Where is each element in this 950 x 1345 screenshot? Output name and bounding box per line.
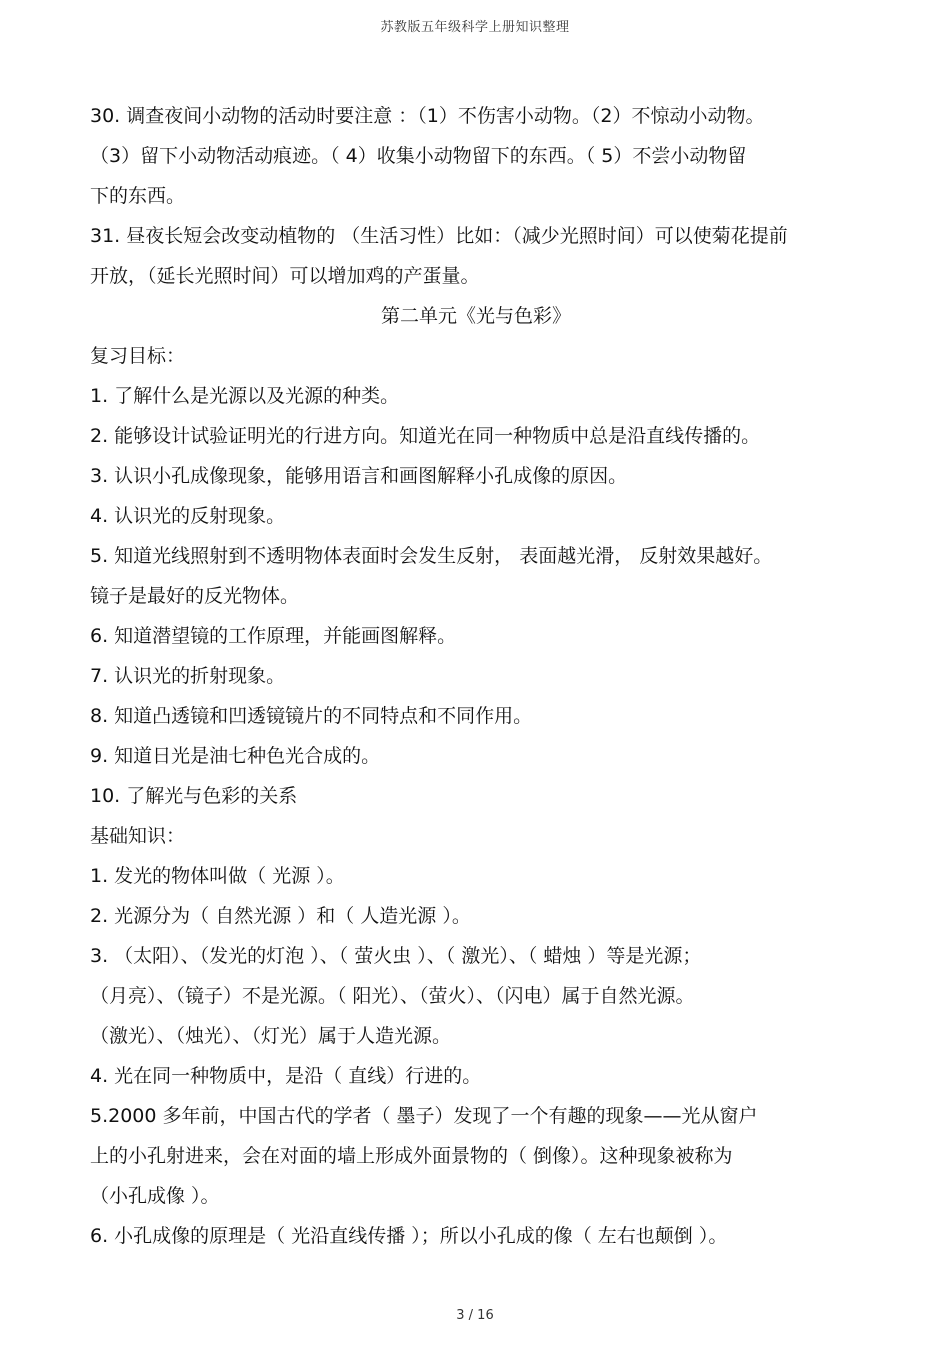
text-line: 4. 认识光的反射现象。 xyxy=(90,505,286,527)
text-line: 7. 认识光的折射现象。 xyxy=(90,665,286,687)
text-line: 4. 光在同一种物质中，是沿（ 直线）行进的。 xyxy=(90,1065,482,1087)
text-line: 3. 认识小孔成像现象，能够用语言和画图解释小孔成像的原因。 xyxy=(90,465,628,487)
subheading-review-goals: 复习目标： xyxy=(90,345,186,367)
text-line: 6. 小孔成像的原理是（ 光沿直线传播 ）；所以小孔成的像（ 左右也颠倒 ）。 xyxy=(90,1225,728,1247)
section-title: 第二单元《光与色彩》 xyxy=(380,305,571,327)
page-number: 3 / 16 xyxy=(456,1308,494,1323)
text-line: （3）留下小动物活动痕迹。（ 4）收集小动物留下的东西。（ 5）不尝小动物留 xyxy=(90,145,747,167)
text-line: （月亮）、（镜子）不是光源。（ 阳光）、（萤火）、（闪电）属于自然光源。 xyxy=(90,985,695,1007)
text-line: 31. 昼夜长短会改变动植物的 （生活习性）比如：（减少光照时间）可以使菊花提前 xyxy=(90,225,788,247)
page-header: 苏教版五年级科学上册知识整理 xyxy=(380,20,570,35)
text-line: 5.2000 多年前，中国古代的学者（ 墨子）发现了一个有趣的现象——光从窗户 xyxy=(90,1105,758,1127)
text-line: 1. 发光的物体叫做（ 光源 ）。 xyxy=(90,865,345,887)
text-line: （小孔成像 ）。 xyxy=(90,1185,220,1207)
text-line: 6. 知道潜望镜的工作原理，并能画图解释。 xyxy=(90,625,457,647)
subheading-basic-knowledge: 基础知识： xyxy=(90,825,186,847)
text-line: 10. 了解光与色彩的关系 xyxy=(90,785,298,807)
text-line: 上的小孔射进来，会在对面的墙上形成外面景物的（ 倒像）。这种现象被称为 xyxy=(90,1145,733,1167)
text-line: 下的东西。 xyxy=(90,185,186,207)
text-line: 30. 调查夜间小动物的活动时要注意 ：（1）不伤害小动物。（2）不惊动小动物。 xyxy=(90,105,765,127)
text-line: 2. 光源分为（ 自然光源 ）和（ 人造光源 ）。 xyxy=(90,905,471,927)
text-line: 2. 能够设计试验证明光的行进方向。知道光在同一种物质中总是沿直线传播的。 xyxy=(90,425,761,447)
text-line: 镜子是最好的反光物体。 xyxy=(90,585,300,607)
text-line: 9. 知道日光是油七种色光合成的。 xyxy=(90,745,381,767)
text-line: 8. 知道凸透镜和凹透镜镜片的不同特点和不同作用。 xyxy=(90,705,533,727)
text-line: （激光）、（烛光）、（灯光）属于人造光源。 xyxy=(90,1025,452,1047)
text-line: 5. 知道光线照射到不透明物体表面时会发生反射， 表面越光滑， 反射效果越好。 xyxy=(90,545,773,567)
text-line: 3. （太阳）、（发光的灯泡 ）、（ 萤火虫 ）、（ 激光）、（ 蜡烛 ）等是光源； xyxy=(90,945,702,967)
document-body xyxy=(90,96,862,1256)
text-line: 1. 了解什么是光源以及光源的种类。 xyxy=(90,385,400,407)
text-line: 开放，（延长光照时间）可以增加鸡的产蛋量。 xyxy=(90,265,480,287)
